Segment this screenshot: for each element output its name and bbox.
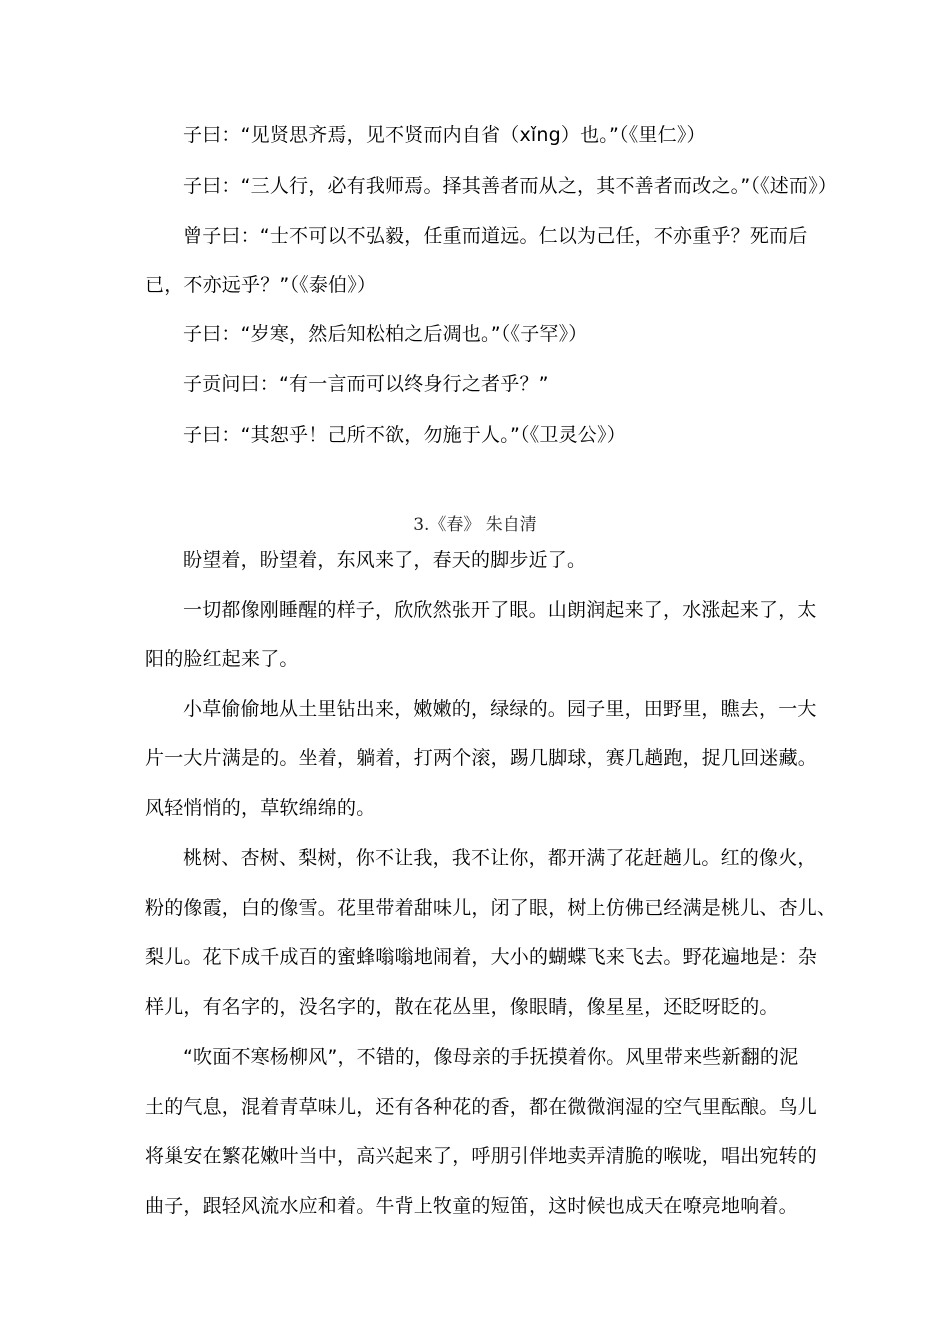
paragraph-line: 阳的脸红起来了。 [145, 648, 299, 670]
analects-line: 已，不亦远乎？”（《泰伯》） [145, 274, 377, 296]
paragraph-line: 风轻悄悄的，草软绵绵的。 [145, 797, 376, 819]
paragraph-line: 土的气息，混着青草味儿，还有各种花的香，都在微微润湿的空气里酝酿。鸟儿 [145, 1096, 818, 1118]
analects-line: 子曰：“见贤思齐焉，见不贤而内自省（xǐng）也。”（《里仁》） [183, 124, 706, 146]
paragraph-line: 盼望着，盼望着，东风来了，春天的脚步近了。 [183, 549, 587, 571]
paragraph-line: 片一大片满是的。坐着，躺着，打两个滚，踢几脚球，赛几趟跑，捉几回迷藏。 [145, 747, 818, 769]
analects-line: 子曰：“岁寒，然后知松柏之后凋也。”（《子罕》） [183, 323, 588, 345]
section-title: 3.《春》 朱自清 [413, 515, 537, 535]
paragraph-line: “吹面不寒杨柳风”，不错的，像母亲的手抚摸着你。风里带来些新翻的泥 [183, 1046, 799, 1068]
analects-line: 子贡问曰：“有一言而可以终身行之者乎？” [183, 373, 549, 395]
paragraph-line: 粉的像霞，白的像雪。花里带着甜味儿，闭了眼，树上仿佛已经满是桃儿、杏儿、 [145, 897, 837, 919]
paragraph-line: 桃树、杏树、梨树，你不让我，我不让你，都开满了花赶趟儿。红的像火， [183, 847, 817, 869]
analects-line: 子曰：“三人行，必有我师焉。择其善者而从之，其不善者而改之。”（《述而》） [183, 175, 838, 197]
paragraph-line: 小草偷偷地从土里钻出来，嫩嫩的，绿绿的。园子里，田野里，瞧去，一大 [183, 698, 817, 720]
paragraph-line: 一切都像刚睡醒的样子，欣欣然张开了眼。山朗润起来了，水涨起来了，太 [183, 599, 817, 621]
paragraph-line: 梨儿。花下成千成百的蜜蜂嗡嗡地闹着，大小的蝴蝶飞来飞去。野花遍地是：杂 [145, 946, 818, 968]
analects-line: 子曰：“其恕乎！己所不欲，勿施于人。”（《卫灵公》） [183, 424, 626, 446]
analects-line: 曾子曰：“士不可以不弘毅，任重而道远。仁以为己任，不亦重乎？死而后 [183, 225, 808, 247]
paragraph-line: 将巢安在繁花嫩叶当中，高兴起来了，呼朋引伴地卖弄清脆的喉咙，唱出宛转的 [145, 1145, 818, 1167]
paragraph-line: 样儿，有名字的，没名字的，散在花丛里，像眼睛，像星星，还眨呀眨的。 [145, 996, 779, 1018]
paragraph-line: 曲子，跟轻风流水应和着。牛背上牧童的短笛，这时候也成天在嘹亮地响着。 [145, 1195, 798, 1217]
